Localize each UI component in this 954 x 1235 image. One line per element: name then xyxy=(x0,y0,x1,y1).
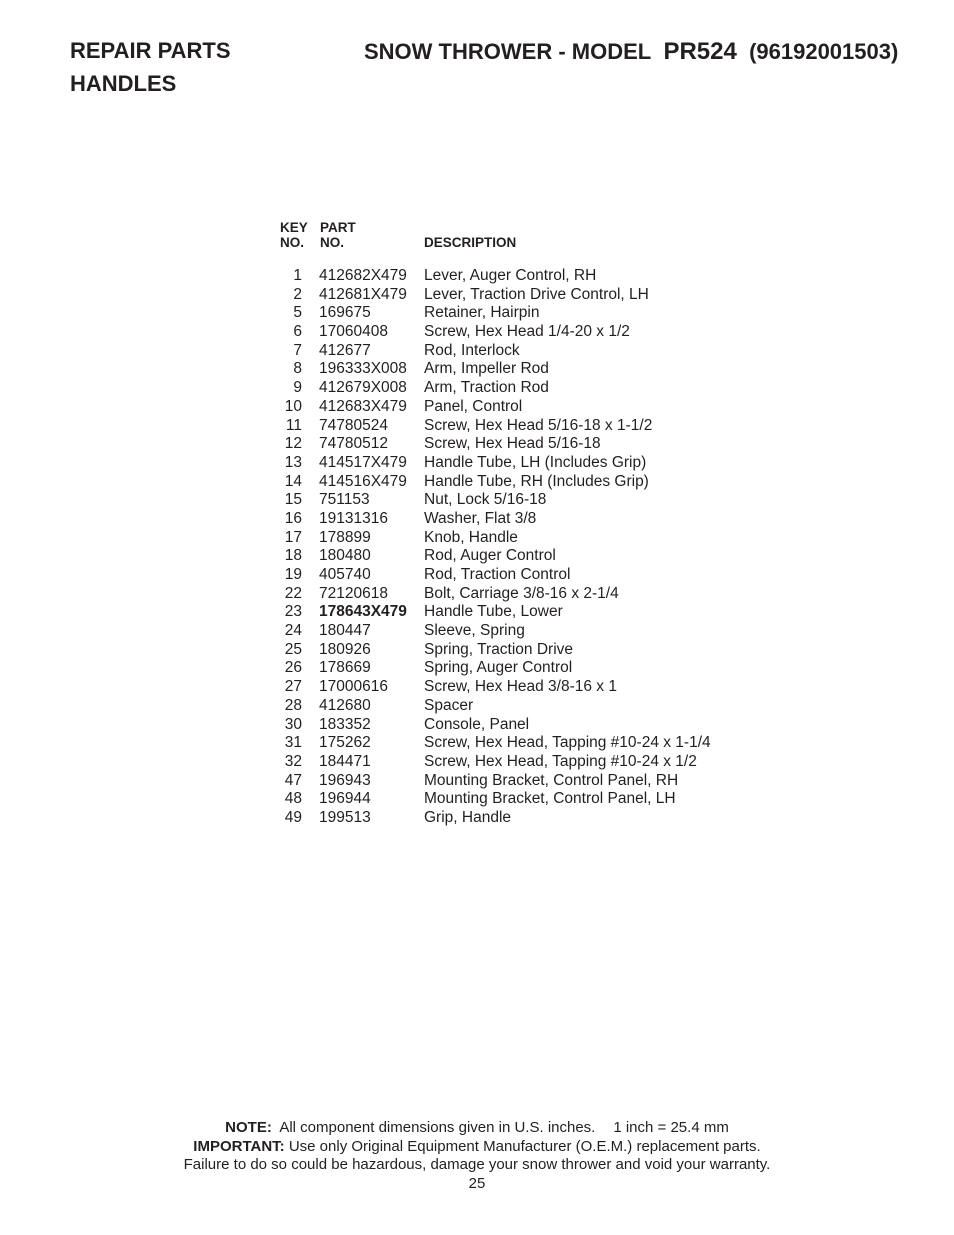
part-description: Spring, Auger Control xyxy=(424,659,573,677)
key-number: 24 xyxy=(284,622,302,640)
table-row xyxy=(272,529,752,548)
part-number: 178669 xyxy=(319,659,371,677)
part-number: 405740 xyxy=(319,566,371,583)
key-number: 12 xyxy=(284,435,302,453)
conversion-text: 1 inch = 25.4 mm xyxy=(613,1119,729,1136)
part-number: 169675 xyxy=(319,304,371,322)
table-row xyxy=(272,716,752,735)
table-row xyxy=(272,473,752,492)
table-row xyxy=(272,809,752,828)
key-number: 30 xyxy=(284,715,302,733)
table-row xyxy=(272,641,752,660)
part-number: 412681X479 xyxy=(319,285,407,303)
table-row xyxy=(272,510,752,529)
table-row xyxy=(272,585,752,604)
key-number: 11 xyxy=(285,416,302,434)
key-number: 5 xyxy=(293,304,302,322)
key-number: 27 xyxy=(284,678,302,696)
key-number: 19 xyxy=(284,566,302,583)
description-header: DESCRIPTION xyxy=(424,235,517,250)
key-number: 28 xyxy=(284,696,302,714)
part-description: Grip, Handle xyxy=(424,808,512,826)
model-heading-prefix: SNOW THROWER - MODEL xyxy=(364,39,652,64)
part-description: Screw, Hex Head 5/16-18 x 1-1/2 xyxy=(424,416,653,434)
part-header-line2: NO. xyxy=(320,235,345,250)
part-number: 17060408 xyxy=(319,323,388,341)
table-row xyxy=(272,435,752,454)
part-number: 412682X479 xyxy=(319,267,407,284)
key-no-header xyxy=(280,220,308,250)
part-description: Arm, Traction Rod xyxy=(424,379,549,397)
table-row xyxy=(272,622,752,641)
part-description: Retainer, Hairpin xyxy=(424,304,540,322)
part-description: Mounting Bracket, Control Panel, LH xyxy=(424,790,676,808)
part-number: 72120618 xyxy=(319,584,388,602)
model-heading xyxy=(364,38,898,66)
key-number: 10 xyxy=(284,397,302,415)
part-number: 17000616 xyxy=(319,678,388,696)
part-description: Rod, Interlock xyxy=(424,341,520,359)
part-description: Arm, Impeller Rod xyxy=(424,360,549,378)
page-number: 25 xyxy=(468,1174,486,1192)
key-number: 25 xyxy=(284,640,302,658)
table-row xyxy=(272,360,752,379)
part-description: Screw, Hex Head, Tapping #10-24 x 1/2 xyxy=(424,752,697,770)
key-number: 49 xyxy=(284,808,302,826)
table-row xyxy=(272,547,752,566)
part-description: Washer, Flat 3/8 xyxy=(424,509,537,527)
part-description: Screw, Hex Head 5/16-18 xyxy=(424,435,601,453)
table-row xyxy=(272,267,752,286)
table-row xyxy=(272,379,752,398)
part-number: 180447 xyxy=(319,622,371,640)
part-number: 751153 xyxy=(319,491,370,509)
key-number: 8 xyxy=(293,360,302,378)
table-row xyxy=(272,398,752,417)
part-description: Handle Tube, LH (Includes Grip) xyxy=(424,453,647,471)
part-description: Screw, Hex Head 1/4-20 x 1/2 xyxy=(424,323,630,341)
part-description: Rod, Auger Control xyxy=(424,547,556,565)
part-number: 74780524 xyxy=(319,416,388,434)
note-label: NOTE: xyxy=(225,1119,272,1136)
important-label: IMPORTANT: xyxy=(193,1137,285,1155)
table-row xyxy=(272,566,752,585)
part-description: Console, Panel xyxy=(424,715,530,733)
key-number: 22 xyxy=(284,584,302,602)
part-number: 196943 xyxy=(319,771,371,789)
key-number: 17 xyxy=(284,528,302,546)
key-number: 23 xyxy=(284,603,302,621)
part-header-line1: PART xyxy=(320,220,356,235)
table-row xyxy=(272,772,752,791)
table-row xyxy=(272,342,752,361)
key-number: 15 xyxy=(284,491,302,509)
part-description: Mounting Bracket, Control Panel, RH xyxy=(424,771,679,789)
part-description: Rod, Traction Control xyxy=(424,566,571,583)
part-number: 183352 xyxy=(319,715,371,733)
part-description: Screw, Hex Head, Tapping #10-24 x 1-1/4 xyxy=(424,734,711,752)
key-number: 31 xyxy=(284,734,302,752)
section-title: HANDLES xyxy=(70,71,177,96)
table-row xyxy=(272,734,752,753)
key-number: 2 xyxy=(293,285,302,303)
key-number: 9 xyxy=(293,379,302,397)
part-number: 412680 xyxy=(319,696,371,714)
part-description: Nut, Lock 5/16-18 xyxy=(424,491,547,509)
part-number: 412683X479 xyxy=(319,397,407,415)
table-row xyxy=(272,454,752,473)
key-number: 6 xyxy=(293,323,302,341)
part-description: Lever, Auger Control, RH xyxy=(424,267,597,284)
table-row xyxy=(272,659,752,678)
key-number: 13 xyxy=(284,453,302,471)
part-number: 196333X008 xyxy=(319,360,407,378)
key-number: 48 xyxy=(284,790,302,808)
part-number: 414516X479 xyxy=(319,472,407,490)
part-number: 199513 xyxy=(319,808,371,826)
part-description: Knob, Handle xyxy=(424,528,518,546)
part-number: 414517X479 xyxy=(319,453,407,471)
part-number: 412679X008 xyxy=(319,379,407,397)
table-row xyxy=(272,678,752,697)
part-number: 180926 xyxy=(319,640,371,658)
note-line xyxy=(0,1119,954,1138)
repair-parts-title: REPAIR PARTS xyxy=(70,38,231,63)
part-description: Screw, Hex Head 3/8-16 x 1 xyxy=(424,678,617,696)
important-text: Use only Original Equipment Manufacturer (O.E.M.) replacement parts. xyxy=(288,1137,761,1155)
part-number: 74780512 xyxy=(319,435,388,453)
table-row xyxy=(272,697,752,716)
part-number: 178643X479 xyxy=(319,603,407,621)
table-row xyxy=(272,790,752,809)
key-number: 14 xyxy=(284,472,302,490)
important-line xyxy=(0,1138,954,1157)
part-number: 19131316 xyxy=(319,509,388,527)
footer xyxy=(0,1119,954,1193)
part-description: Panel, Control xyxy=(424,397,523,415)
key-number: 1 xyxy=(293,267,302,284)
table-row xyxy=(272,491,752,510)
key-number: 26 xyxy=(284,659,302,677)
part-number: 184471 xyxy=(319,752,371,770)
part-description: Bolt, Carriage 3/8-16 x 2-1/4 xyxy=(424,584,619,602)
part-number: 196944 xyxy=(319,790,371,808)
key-header-line1: KEY xyxy=(280,220,308,235)
part-number: 180480 xyxy=(319,547,371,565)
table-row xyxy=(272,286,752,305)
key-header-line2: NO. xyxy=(280,235,305,250)
part-description: Handle Tube, RH (Includes Grip) xyxy=(424,472,649,490)
model-name: PR524 xyxy=(663,38,737,65)
part-number: 412677 xyxy=(319,341,371,359)
key-number: 47 xyxy=(284,771,302,789)
part-description: Spring, Traction Drive xyxy=(424,640,574,658)
model-number: (96192001503) xyxy=(749,39,899,64)
key-number: 7 xyxy=(293,341,302,359)
parts-rows xyxy=(272,267,752,828)
part-number: 178899 xyxy=(319,528,371,546)
table-row xyxy=(272,417,752,436)
part-description: Sleeve, Spring xyxy=(424,622,525,640)
table-row xyxy=(272,603,752,622)
part-no-header xyxy=(320,220,356,250)
key-number: 32 xyxy=(284,752,302,770)
key-number: 18 xyxy=(284,547,302,565)
table-row xyxy=(272,753,752,772)
note-text: All component dimensions given in U.S. inches. xyxy=(279,1119,596,1136)
warning-line: Failure to do so could be hazardous, damage your snow thrower and void your warranty. xyxy=(183,1156,771,1173)
part-number: 175262 xyxy=(319,734,371,752)
table-row xyxy=(272,304,752,323)
table-row xyxy=(272,323,752,342)
part-description: Handle Tube, Lower xyxy=(424,603,563,621)
key-number: 16 xyxy=(284,509,302,527)
part-description: Lever, Traction Drive Control, LH xyxy=(424,285,649,303)
part-description: Spacer xyxy=(424,696,474,714)
